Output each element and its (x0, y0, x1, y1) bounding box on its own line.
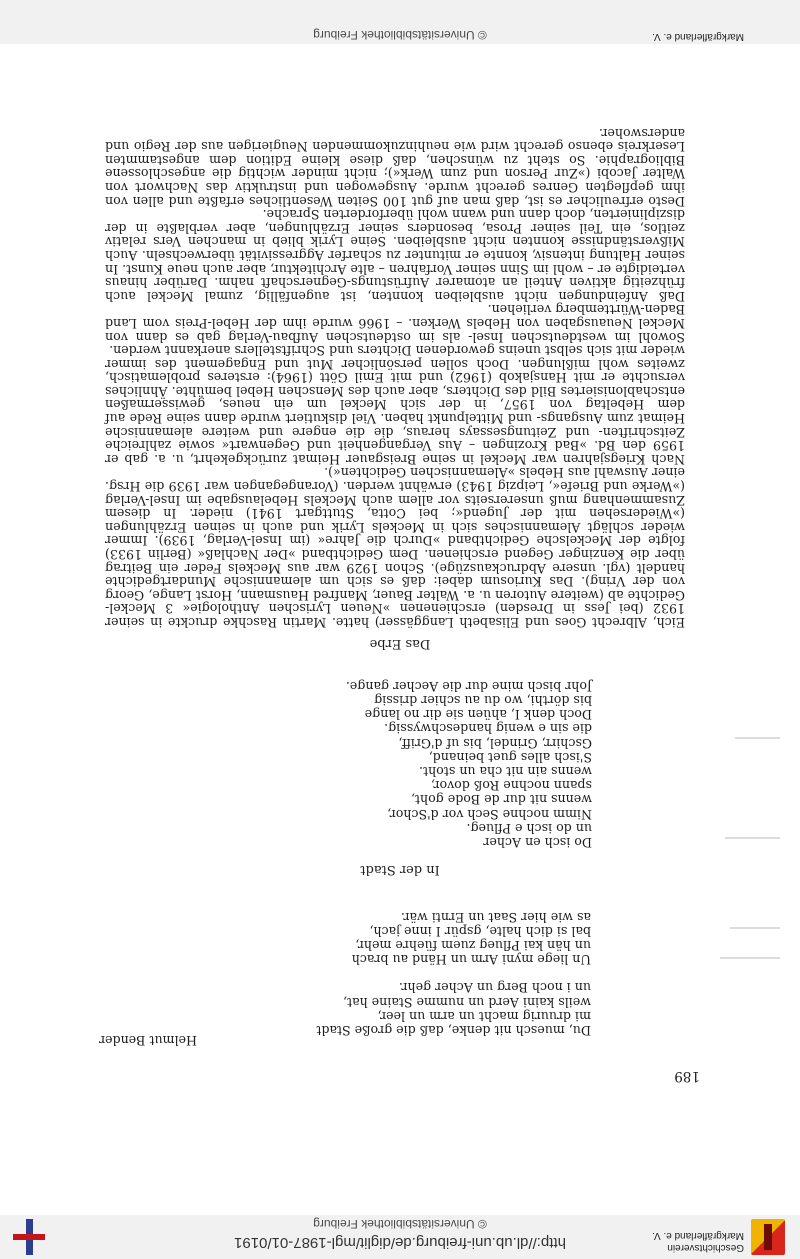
poem-line: un hän kai Pflueg zuem füehre mehr, (355, 937, 591, 953)
paragraph: Sowohl im westdeutschen Insel- als im ostdeutschen Aufbau-Verlag gab es dann von Meckel Neuausgaben von Hebels Werken. – 1966 wurde ihm der Hebel-Preis vom Land Baden-Württemberg verliehen. (105, 302, 685, 345)
poem-title-das-erbe: Das Erbe (369, 636, 431, 651)
poem-line: Nimm nochne Sech vor d'Schor, (387, 806, 592, 822)
scan-artifact (725, 837, 780, 839)
article-body (105, 126, 685, 629)
page-number: 189 (674, 1068, 700, 1084)
poem-das-erbe (346, 679, 592, 849)
poem-line: as wie hier Saat un Ernti wär. (400, 909, 591, 925)
poem-title-in-der-stadt: In der Stadt (360, 862, 440, 877)
scan-copyright-top: © Universitätsbibliothek Freiburg (313, 28, 487, 42)
poem-line: Johr bisch mine dur die Aecher gange. (345, 678, 592, 694)
poem-line: S'isch alles guet beinand, (428, 749, 592, 765)
author-name: Helmut Bender (99, 1033, 197, 1048)
scan-copyright: © Universitätsbibliothek Freiburg (313, 1217, 487, 1231)
paragraph: Desto erfreulicher es ist, daß man auf gut 100 Seiten Wesentliches erfaßte und allen von ihm gepflegten Genres gerecht wurde. Ausgewogen und instruktiv das Nachwort von Walter Jacobi (»Zur Person und zum Werk«); nicht minder wichtig die angeschlossene Bibliographie. So steht zu wünschen, daß diese kleine Edition dem angestammten Leserkreis ebenso gerecht wird wie neuhinzukommenden Neugierigen aus der Regio und anderswoher. (105, 125, 685, 209)
scan-artifact (730, 927, 780, 929)
library-header-bar (0, 0, 800, 44)
poem-line: bal si dich halte, gspür I inne jach, (369, 923, 591, 939)
poem-line: Doch denk I, ahüen sie dir no lange (364, 707, 592, 723)
poem-line: Un liege myni Arm un Händ au brach (351, 952, 591, 968)
library-logo-icon (13, 1219, 45, 1255)
poem-line: spann nochne Roß dovor, (430, 778, 592, 794)
paragraph: Eich, Albrecht Goes und Elisabeth Langgässer) hatte. Martin Raschke druckte in seiner 1932 (bei Jess in Dresden) erschienenen »Neuen Lyrischen Anthologie« 3 Meckel-Gedichte ab (weitere Autoren u. a. Walter Bauer, Manfred Hausmann, Horst Lange, Georg von der Vring). Das Kuriosum dabei: daß es sich um alemannische Mundartgedichte handelt (vgl. unsere Abdruckauszüge). Schon 1929 war aus Meckels Feder ein Beitrag über die Kenzinger Gegend erschienen. Dem Gedichtband »Der Nachlaß« (Berlin 1933) folgte der Meckelsche Gedichtband »Durch die Jahre« (im Insel-Verlag, 1939). Immer wieder schlägt Alemannisches sich in Meckels Lyrik und auch in seinen Erzählungen (»Wiedersehen mit der Jugend«; bei Cotta, Stuttgart 1941) nieder. In diesem Zusammenhang muß unsererseits vor allem auch Meckels Hebelausgabe im Insel-Verlag (»Werke und Briefe«, Leipzig 1943) erwähnt werden. (Vorangegangen war 1939 die Hrsg. einer Auswahl aus Hebels »Alemannischen Gedichten«). (105, 465, 685, 630)
paragraph: Nach Kriegsjahren war Meckel in seine Breisgauer Heimat zurückgekehrt, u. a. gab er 1959 den Bd. »Bad Krozingen – Aus Vergangenheit und Gegenwart« sowie zahlreiche Zeitschriften- und Zeitungsessays heraus, die die engere und weitere alemannische Heimat zum Ausgangs- und Mittelpunkt haben. Viel diskutiert wurde dann seine Rede auf dem Hebeltag von 1957, in der sich Meckel um ein neues, gewissermaßen entschablonisiertes Bild des Dichters, aber auch des Menschen Hebel bemühte. Ähnliches versuchte er mit Hansjakob (1962) und mit Emil Gött (1964): ersteres problematisch, zweites wohl mißlungen. Doch sollen persönlicher Mut und Engagement des immer wieder mit sich selbst uneins gewordenen Dichters und Schriftstellers anerkannt werden. (105, 343, 685, 467)
association-name-top: Markgräflerland e. V. (652, 31, 744, 42)
poem-line: un i noch Berg un Acher gehr. (398, 980, 591, 996)
paragraph: Daß Anfeindungen nicht ausbleiben konnten, ist augenfällig, zumal Meckel auch frühzeitig aktiven Anteil an atomarer Aufrüstungs-Gegnerschaft nahm. Darüber hinaus verteidigte er – wohl im Sinn seiner Vorfahren – alte Architektur, aber auch neue Kunst. In seiner Haltung intensiv, konnte er mitunter zu scharfer Aggressivität überwechseln. Auch Mißverständnisse konnten nicht ausbleiben. Seine Lyrik blieb in manchen Vers relativ zeitlos, ein Teil seiner Prosa, besonders seiner Erzählungen, aber verblaßte in der disziplinierten, doch dann und wann wohl überforderten Sprache. (105, 207, 685, 304)
poem-line: die sin e wenig handeschwyssig. (384, 721, 592, 737)
poem-line: un do isch e Pflueg. (466, 820, 592, 836)
poem-line: wenns ain nit cha un stoht. (419, 763, 592, 779)
scan-artifact (735, 737, 780, 739)
library-footer-bar (0, 1215, 800, 1259)
scan-url[interactable]: http://dl.ub.uni-freiburg.de/diglit/mgl-1987-01/0191 (234, 1234, 566, 1251)
poem-line: wenns nit dur de Bode goht, (410, 792, 592, 808)
poem-line: Du, muesch nit denke, daß die große Stadt (316, 1023, 591, 1038)
poem-in-der-stadt (316, 909, 591, 1037)
poem-line: Gschirr, Grindel, bis uf d'Griff, (398, 735, 592, 751)
poem-line: bis dörthi, wo du au schier drissig (374, 692, 592, 708)
poem-line: mi druurig macht un arm un leer, (377, 1008, 591, 1024)
poem-line: Do isch en Acher (483, 835, 592, 850)
poem-line: weils kaini Aerd un numme Staine hat, (343, 994, 591, 1010)
association-name: Geschichtsverein Markgräflerland e. V. (652, 1230, 744, 1253)
scan-artifact (720, 957, 780, 959)
